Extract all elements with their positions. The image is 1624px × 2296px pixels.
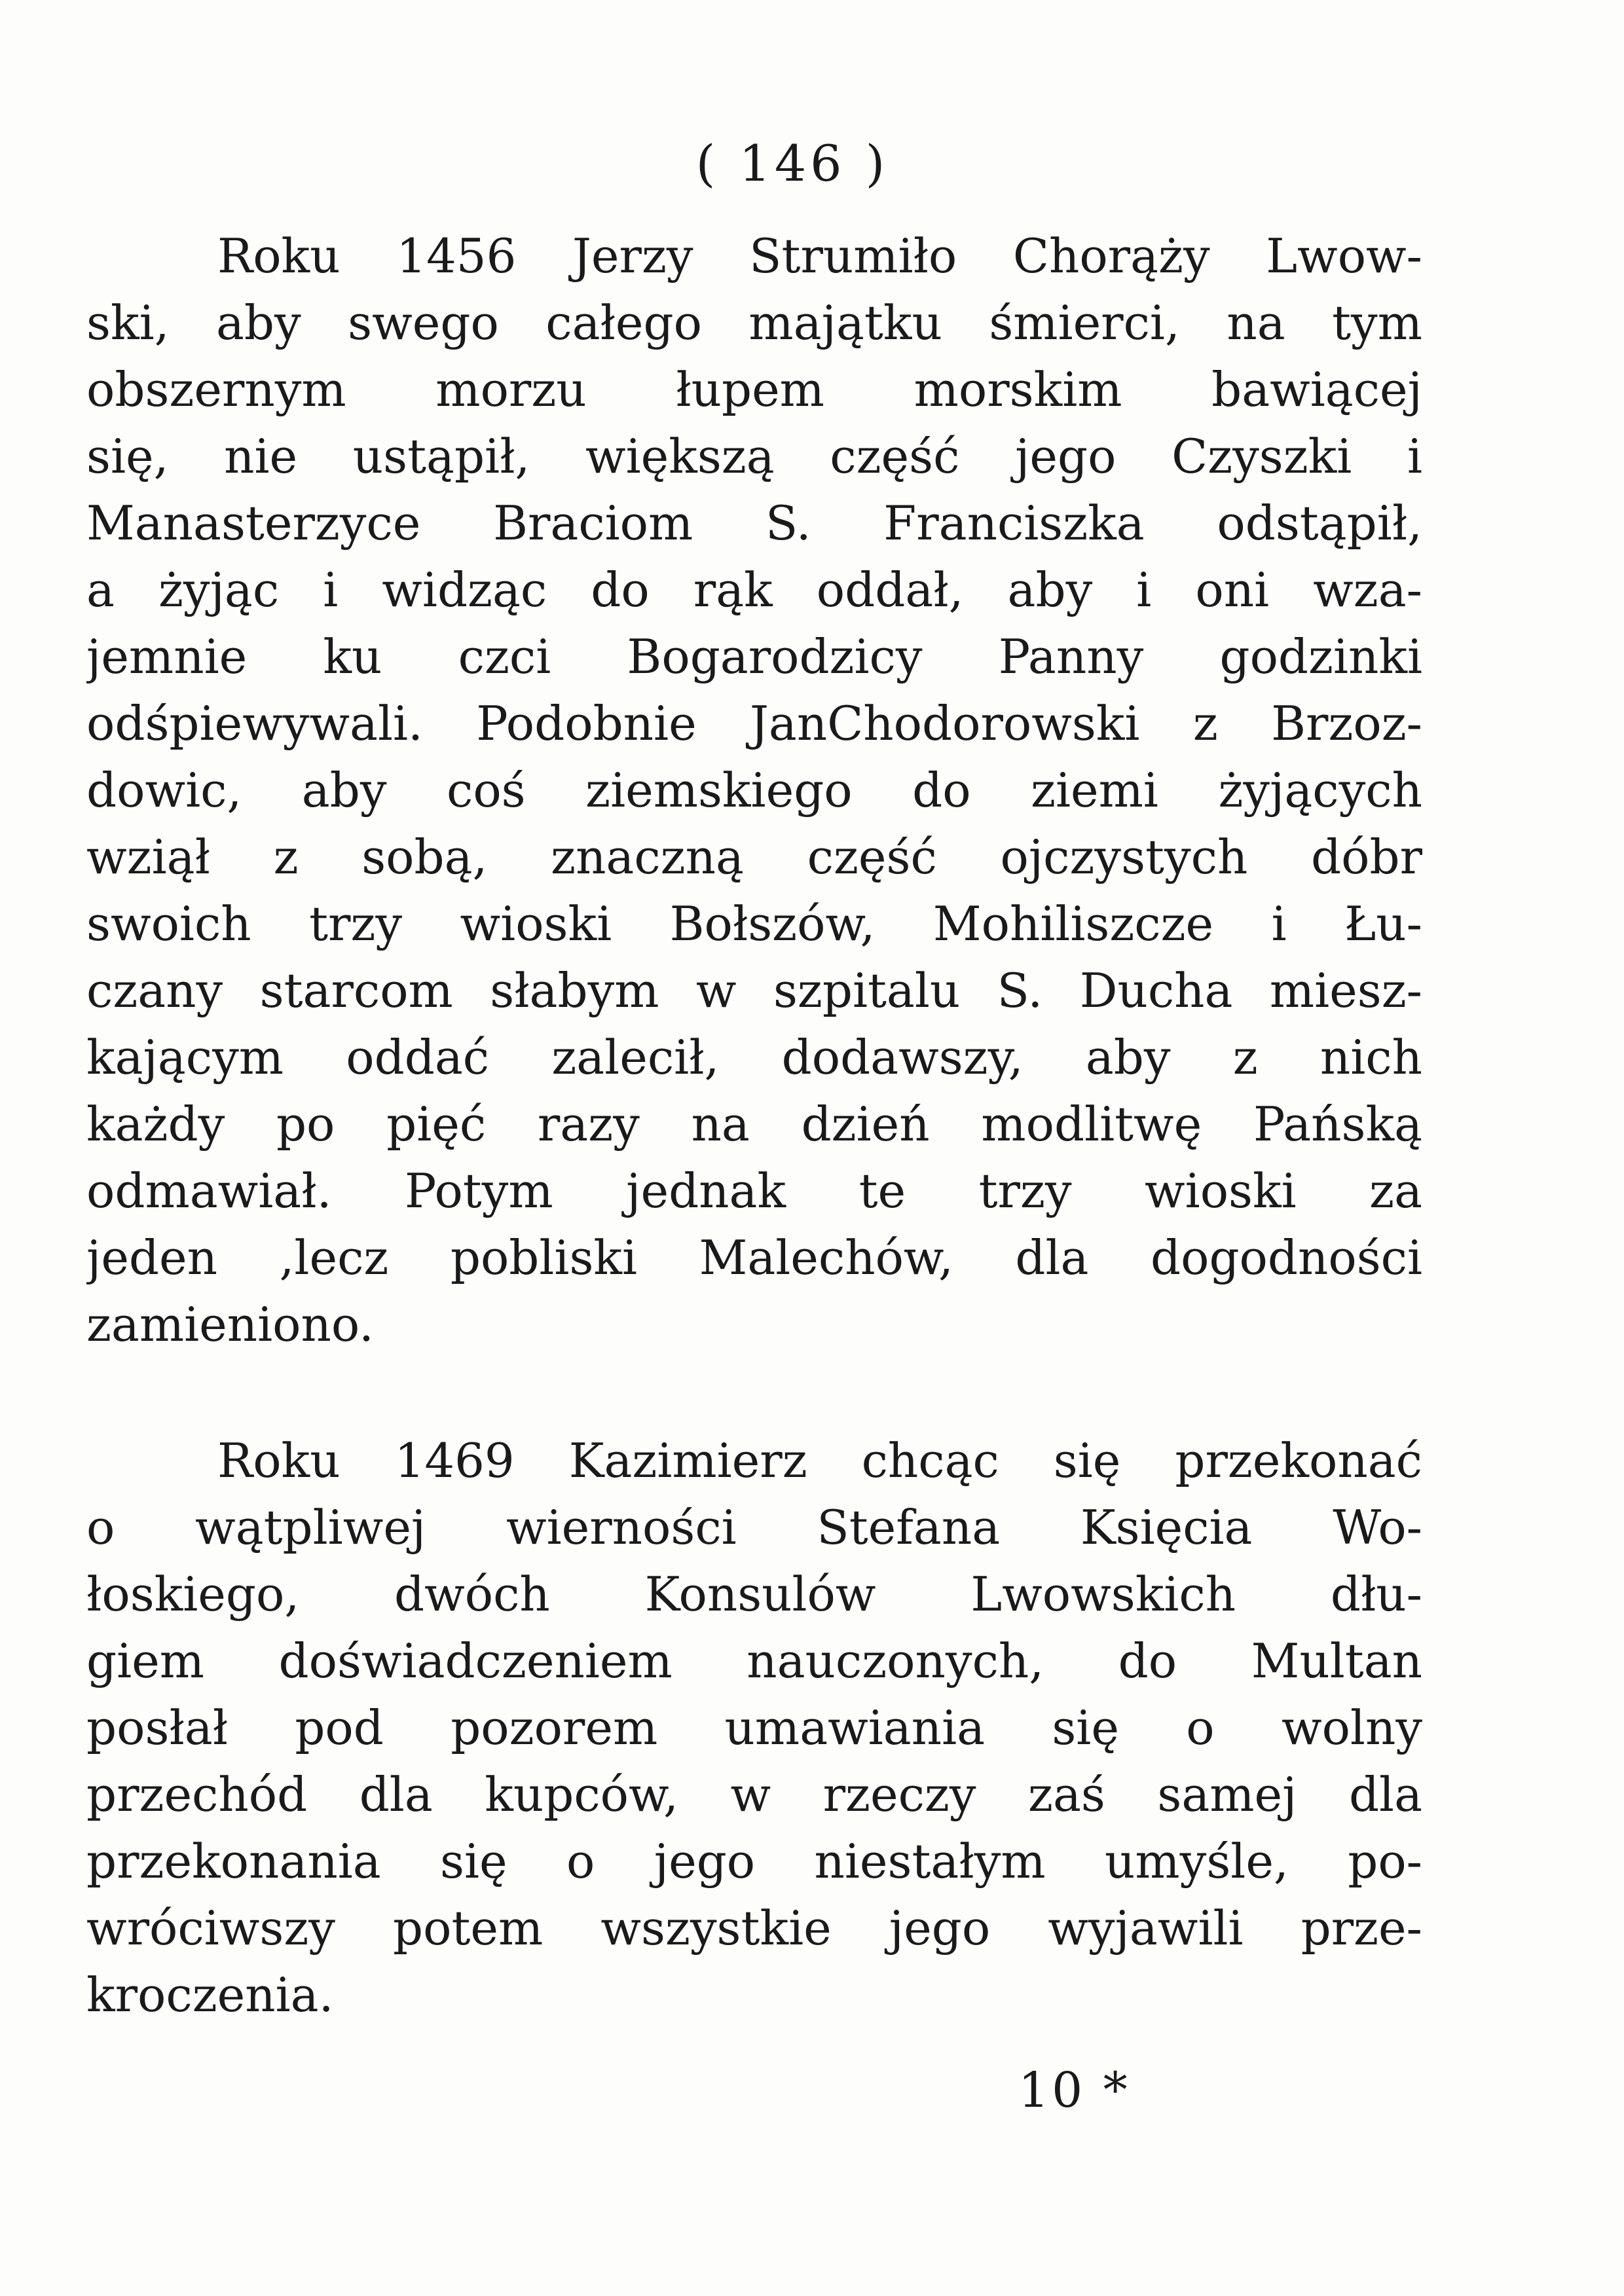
text-line: jemnie ku czci Bogarodzicy Panny godzinki (86, 629, 1422, 684)
text-line: ski, aby swego całego majątku śmierci, na tym (86, 295, 1422, 350)
text-line: zamieniono. (86, 1297, 374, 1352)
text-line: Manasterzyce Braciom S. Franciszka odstąpił, (86, 496, 1422, 551)
text-line: a żyjąc i widząc do rąk oddał, aby i oni wza- (86, 562, 1422, 617)
text-line: łoskiego, dwóch Konsulów Lwowskich dłu- (86, 1567, 1422, 1622)
text-line: wróciwszy potem wszystkie jego wyjawili prze- (86, 1901, 1422, 1956)
page-number: ( 146 ) (695, 134, 889, 192)
paragraph-2 (86, 1427, 1422, 2028)
text-line: odśpiewywali. Podobnie JanChodorowski z Brzoz- (86, 696, 1422, 751)
text-line: Roku 1456 Jerzy Strumiło Chorąży Lwow- (217, 228, 1422, 283)
text-line: o wątpliwej wierności Stefana Księcia Wo- (86, 1500, 1422, 1555)
paragraph-1 (86, 223, 1422, 1358)
text-line: obszernym morzu łupem morskim bawiącej (86, 362, 1422, 417)
text-line: posłał pod pozorem umawiania się o wolny (86, 1700, 1422, 1755)
text-line: wziął z sobą, znaczną część ojczystych dóbr (86, 829, 1422, 884)
text-line: Roku 1469 Kazimierz chcąc się przekonać (217, 1433, 1422, 1488)
text-line: kającym oddać zalecił, dodawszy, aby z nich (86, 1030, 1422, 1085)
text-line: jeden ,lecz pobliski Malechów, dla dogodności (86, 1230, 1422, 1285)
text-line: swoich trzy wioski Bołszów, Mohiliszcze i Łu- (86, 896, 1422, 951)
text-line: kroczenia. (86, 1967, 334, 2022)
text-line: każdy po pięć razy na dzień modlitwę Pańską (86, 1097, 1422, 1152)
text-line: giem doświadczeniem nauczonych, do Multan (86, 1633, 1422, 1688)
text-line: się, nie ustąpił, większą część jego Czyszki i (86, 429, 1422, 484)
text-line: przechód dla kupców, w rzeczy zaś samej dla (86, 1767, 1422, 1822)
signature-mark: 10 * (1018, 2062, 1130, 2119)
text-line: przekonania się o jego niestałym umyśle, po- (86, 1834, 1422, 1889)
text-line: odmawiał. Potym jednak te trzy wioski za (86, 1163, 1422, 1218)
text-line: czany starcom słabym w szpitalu S. Ducha miesz- (86, 963, 1422, 1018)
text-line: dowic, aby coś ziemskiego do ziemi żyjących (86, 763, 1422, 818)
